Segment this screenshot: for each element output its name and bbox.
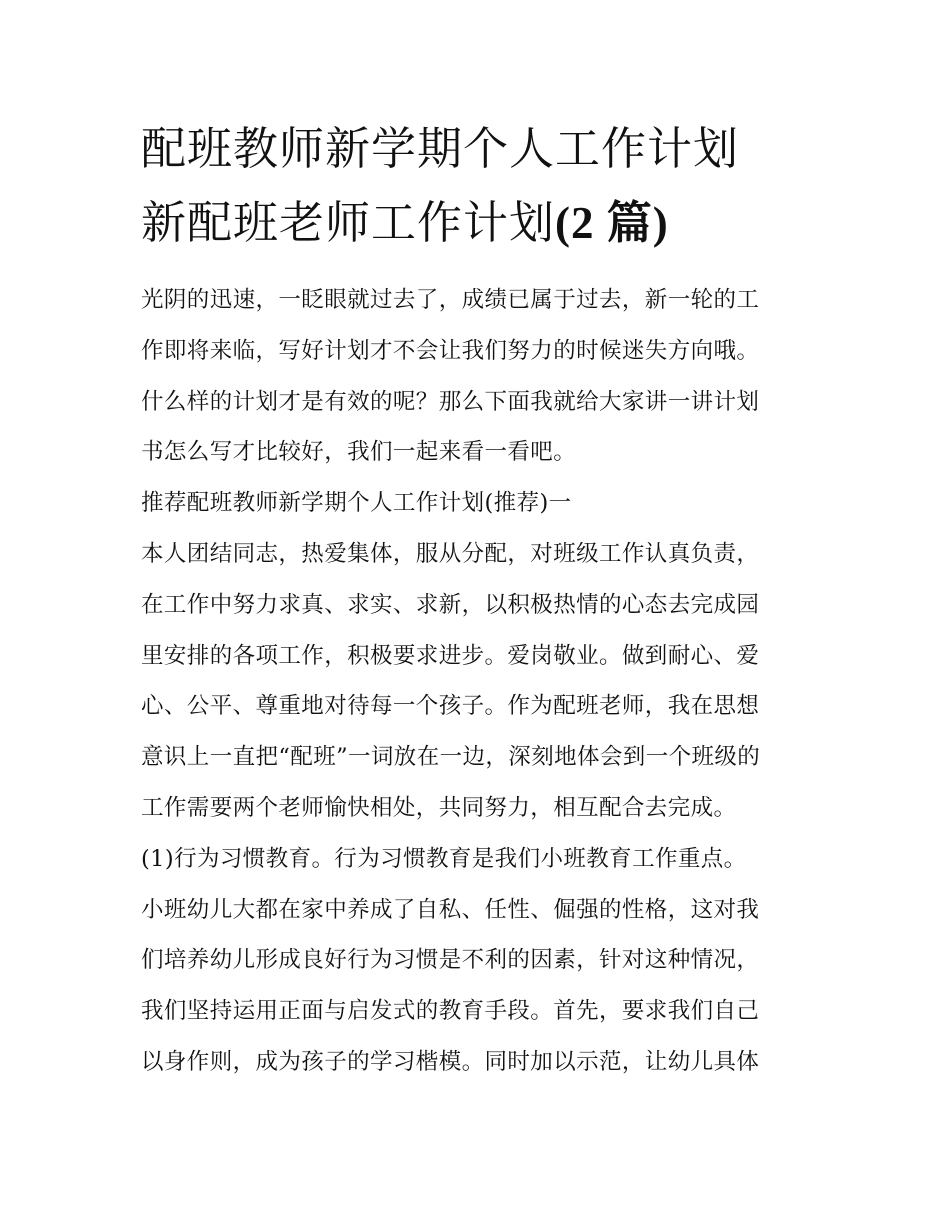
body-text-line: 我们坚持运用正面与启发式的教育手段。首先，要求我们自己 bbox=[141, 998, 760, 1025]
body-text-line: 作即将来临，写好计划才不会让我们努力的时候迷失方向哦。 bbox=[141, 337, 760, 364]
document-content bbox=[141, 112, 817, 1088]
body-text-line: 书怎么写才比较好，我们一起来看一看吧。 bbox=[141, 439, 577, 466]
title-line-2 bbox=[141, 186, 817, 260]
body-text-line: 意识上一直把“配班”一词放在一边，深刻地体会到一个班级的 bbox=[141, 744, 761, 771]
document-title bbox=[141, 112, 817, 260]
document-body bbox=[141, 275, 817, 1088]
body-text-line: 心、公平、尊重地对待每一个孩子。作为配班老师，我在思想 bbox=[141, 693, 760, 720]
body-text-line: (1)行为习惯教育。行为习惯教育是我们小班教育工作重点。 bbox=[141, 845, 747, 872]
body-text-line: 光阴的迅速，一眨眼就过去了，成绩已属于过去，新一轮的工 bbox=[141, 287, 760, 313]
body-text-line: 以身作则，成为孩子的学习楷模。同时加以示范，让幼儿具体 bbox=[141, 1048, 760, 1075]
body-text-line: 什么样的计划才是有效的呢？那么下面我就给大家讲一讲计划 bbox=[141, 388, 760, 415]
body-text-line: 小班幼儿大都在家中养成了自私、任性、倔强的性格，这对我 bbox=[141, 896, 760, 923]
body-text-line: 本人团结同志，热爱集体，服从分配，对班级工作认真负责， bbox=[141, 540, 760, 567]
title-suffix: (2 篇) bbox=[555, 198, 669, 248]
body-text-line: 推荐配班教师新学期个人工作计划(推荐)一 bbox=[141, 490, 572, 517]
body-text-line: 在工作中努力求真、求实、求新，以积极热情的心态去完成园 bbox=[141, 591, 760, 618]
body-text-line: 工作需要两个老师愉快相处，共同努力，相互配合去完成。 bbox=[141, 794, 737, 821]
body-text-line: 们培养幼儿形成良好行为习惯是不利的因素，针对这种情况， bbox=[141, 947, 760, 974]
title-line-1: 配班教师新学期个人工作计划 bbox=[141, 122, 740, 175]
title-line-2-text: 新配班老师工作计划 bbox=[141, 196, 556, 249]
body-text-line: 里安排的各项工作，积极要求进步。爱岗敬业。做到耐心、爱 bbox=[141, 642, 760, 669]
